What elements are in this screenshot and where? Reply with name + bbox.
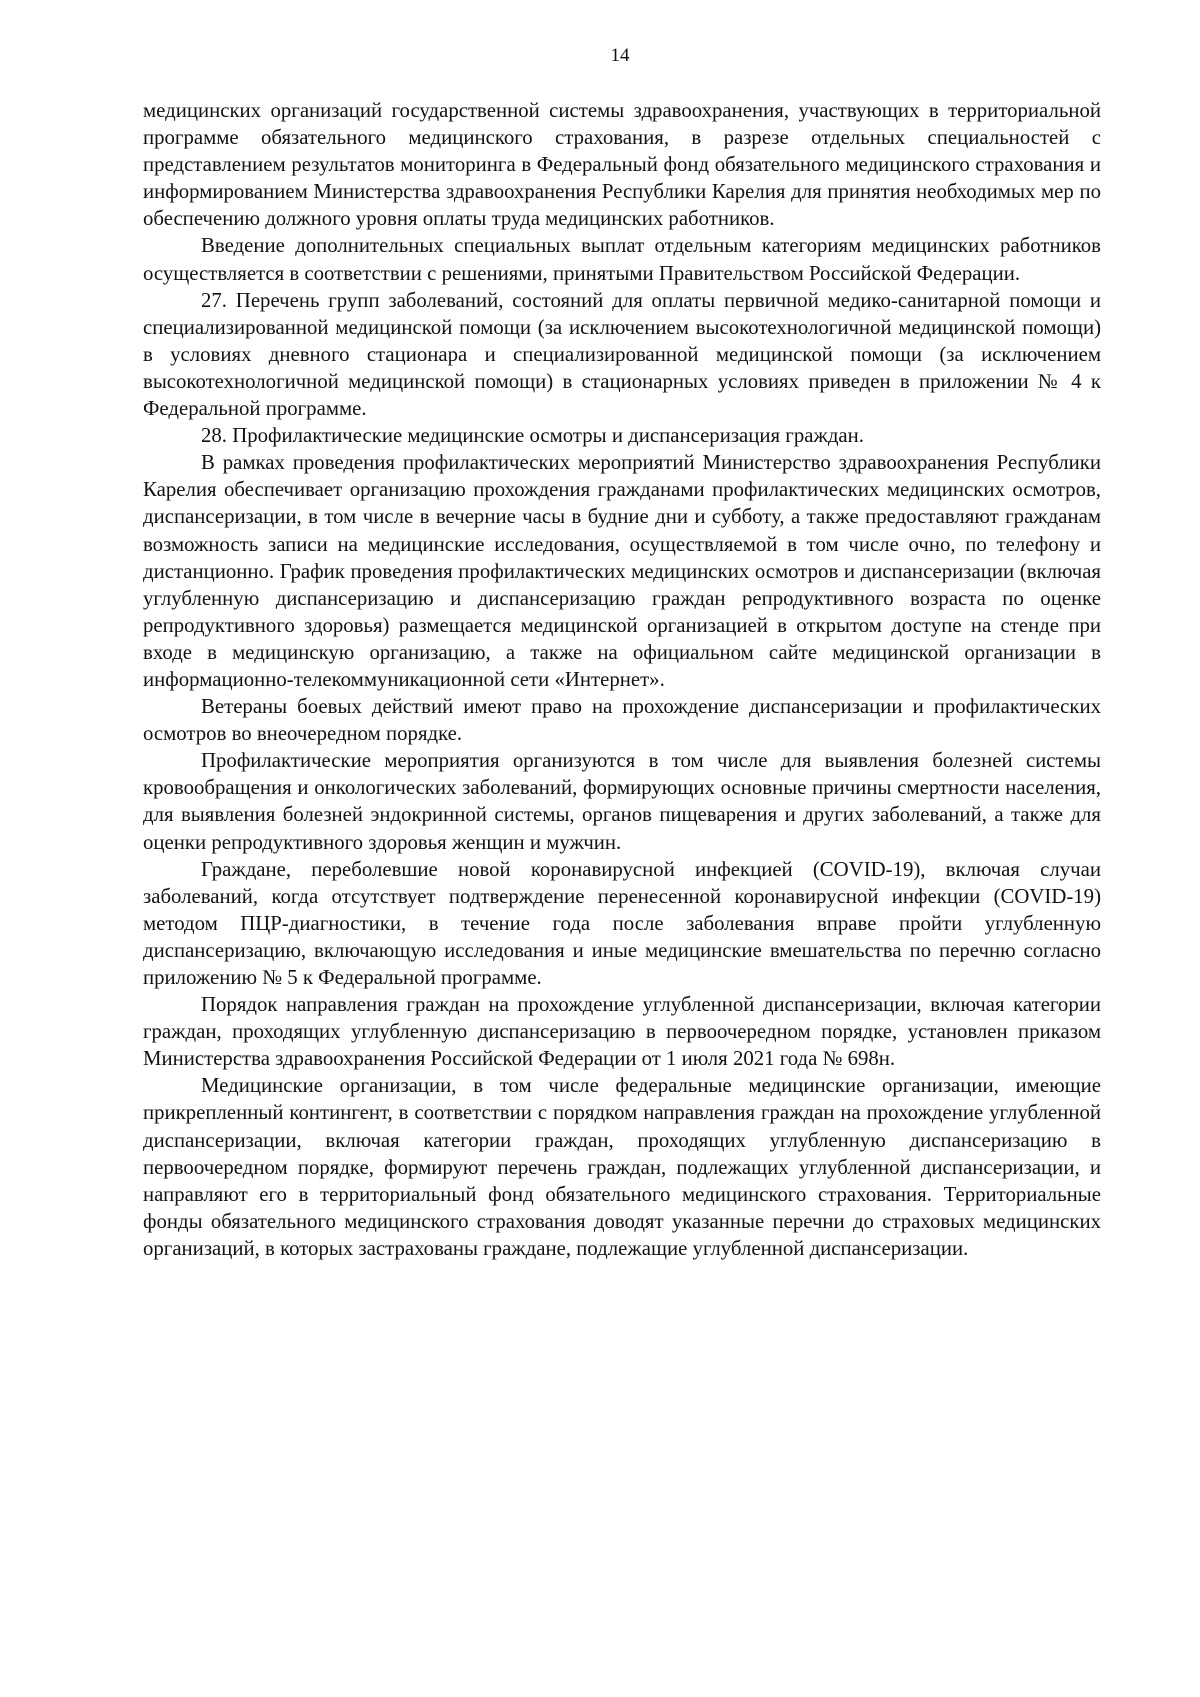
paragraph-veterans: Ветераны боевых действий имеют право на прохождение диспансеризации и профилактических осмотров во внеочередном порядке. bbox=[143, 695, 1101, 746]
paragraph-item-27: 27. Перечень групп заболеваний, состояний для оплаты первичной медико-санитарной помощи и специализированной медицинской помощи (за исключением высокотехнологичной медицинской помощи) в условиях дневного стационара и специализированной медицинской помощи (за исключением высокотехнологичной медицинской помощи) в стационарных условиях приведен в приложении № 4 к Федеральной программе. bbox=[143, 288, 1101, 421]
paragraph-covid: Граждане, переболевшие новой коронавирусной инфекцией (COVID-19), включая случаи заболеваний, когда отсутствует подтверждение перенесенной коронавирусной инфекции (COVID-19) методом ПЦР-диагностики, в течение года после заболевания вправе пройти углубленную диспансеризацию, включающую исследования и иные медицинские вмешательства по перечню согласно приложению № 5 к Федеральной программе. bbox=[143, 857, 1101, 989]
page-number: 14 bbox=[610, 45, 630, 66]
paragraph-preventive-measures: В рамках проведения профилактических мероприятий Министерство здравоохранения Республики Карелия обеспечивает организацию прохождения гражданами профилактических медицинских осмотров, диспансеризации, в том числе в вечерние часы в будние дни и субботу, а также предоставляют гражданам возможность записи на медицинские исследования, осуществляемой в том числе очно, по телефону и дистанционно. График проведения профилактических медицинских осмотров и диспансеризации (включая углубленную диспансеризацию и диспансеризацию граждан репродуктивного возраста по оценке репродуктивного здоровья) размещается медицинской организацией в открытом доступе на стенде при входе в медицинскую организацию, а также на официальном сайте медицинской организации в информационно-телекоммуникационной сети «Интернет». bbox=[143, 451, 1101, 691]
paragraph-medical-organizations: Медицинские организации, в том числе федеральные медицинские организации, имеющие прикрепленный контингент, в соответствии с порядком направления граждан на прохождение углубленной диспансеризации, включая категории граждан, проходящих углубленную диспансеризацию в первоочередном порядке, формируют перечень граждан, подлежащих углубленной диспансеризации, и направляют его в территориальный фонд обязательного медицинского страхования. Территориальные фонды обязательного медицинского страхования доводят указанные перечни до страховых медицинских организаций, в которых застрахованы граждане, подлежащие углубленной диспансеризации. bbox=[143, 1074, 1101, 1260]
paragraph-referral-order: Порядок направления граждан на прохождение углубленной диспансеризации, включая категории граждан, проходящих углубленную диспансеризацию в первоочередном порядке, установлен приказом Министерства здравоохранения Российской Федерации от 1 июля 2021 года № 698н. bbox=[143, 993, 1101, 1071]
document-body bbox=[143, 97, 1101, 1262]
paragraph-continuation: медицинских организаций государственной системы здравоохранения, участвующих в территориальной программе обязательного медицинского страхования, в разрезе отдельных специальностей с представлением результатов мониторинга в Федеральный фонд обязательного медицинского страхования и информированием Министерства здравоохранения Республики Карелия для принятия необходимых мер по обеспечению должного уровня оплаты труда медицинских работников. bbox=[143, 99, 1101, 231]
paragraph-disease-detection: Профилактические мероприятия организуются в том числе для выявления болезней системы кровообращения и онкологических заболеваний, формирующих основные причины смертности населения, для выявления болезней эндокринной системы, органов пищеварения и других заболеваний, а также для оценки репродуктивного здоровья женщин и мужчин. bbox=[143, 749, 1101, 854]
paragraph-item-28-heading: 28. Профилактические медицинские осмотры и диспансеризация граждан. bbox=[201, 424, 864, 448]
paragraph-additional-payments: Введение дополнительных специальных выплат отдельным категориям медицинских работников осуществляется в соответствии с решениями, принятыми Правительством Российской Федерации. bbox=[143, 234, 1101, 285]
